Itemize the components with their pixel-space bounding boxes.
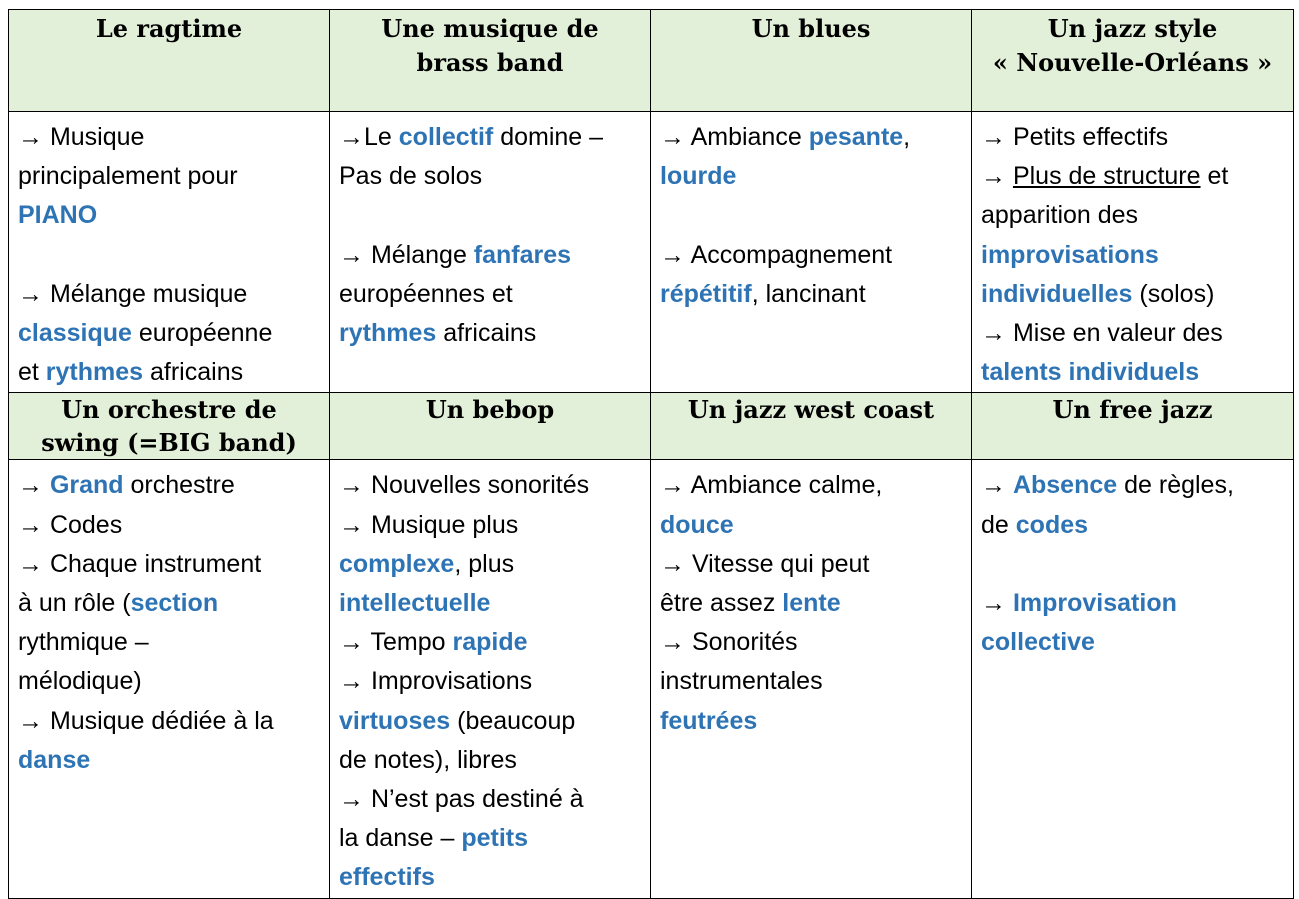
cell-line: → Accompagnement <box>660 240 893 269</box>
cell-line: → Mise en valeur des <box>981 319 1223 348</box>
text: et <box>1200 162 1229 191</box>
cell-ragtime <box>9 112 330 393</box>
cell-line <box>981 157 1287 196</box>
text: → <box>981 471 1013 500</box>
cell-line <box>660 584 965 623</box>
keyword: classique <box>18 319 132 347</box>
keyword: répétitif <box>660 279 752 308</box>
body-row-1 <box>9 112 1294 393</box>
keyword: danse <box>18 745 91 774</box>
header-text: Une musique de <box>381 14 599 43</box>
header-swing <box>9 393 330 460</box>
header-text: Un jazz style <box>1047 14 1218 43</box>
body-row-2 <box>9 460 1294 898</box>
cell-line: instrumentales <box>660 667 823 696</box>
text: →Le <box>339 123 399 151</box>
cell-line: mélodique) <box>18 667 142 696</box>
cell-line: → Musique <box>18 123 145 151</box>
cell-line <box>339 314 644 353</box>
header-row-1 <box>9 10 1294 112</box>
header-text: swing (=BIG band) <box>41 428 297 458</box>
spacer <box>981 545 1287 584</box>
header-free-jazz <box>972 393 1294 460</box>
cell-new-orleans <box>972 112 1294 393</box>
cell-line <box>18 353 323 392</box>
header-text: « Nouvelle-Orléans » <box>992 48 1273 77</box>
header-text: Un orchestre de <box>61 395 277 425</box>
spacer <box>660 196 965 235</box>
header-ragtime <box>9 10 330 112</box>
keyword: rythmes <box>45 358 144 387</box>
text: de règles, <box>1117 471 1234 500</box>
keyword: PIANO <box>18 201 98 230</box>
keyword: Grand <box>49 471 124 500</box>
cell-line: Pas de solos <box>339 162 483 191</box>
text: → Ambiance <box>660 123 809 151</box>
cell-line: rythmique – <box>18 628 149 657</box>
keyword: lente <box>782 589 841 618</box>
text: (beaucoup <box>450 706 576 735</box>
cell-line <box>660 275 965 314</box>
text: → <box>18 471 50 500</box>
cell-line: européennes et <box>339 279 513 308</box>
keyword: improvisations <box>981 240 1159 269</box>
cell-blues <box>651 112 972 393</box>
text: , plus <box>454 549 515 578</box>
cell-line: → Codes <box>18 510 123 539</box>
header-text: Un blues <box>751 14 871 43</box>
keyword: individuelles <box>981 279 1133 308</box>
cell-swing <box>9 460 330 898</box>
header-text: Un bebop <box>425 395 555 425</box>
text: → Tempo <box>339 628 453 657</box>
text: européenne <box>131 319 273 347</box>
text: africains <box>436 319 537 347</box>
cell-line <box>981 275 1287 314</box>
cell-free-jazz <box>972 460 1294 898</box>
cell-line <box>339 702 644 741</box>
keyword: codes <box>1015 510 1089 539</box>
text: la danse – <box>339 824 462 853</box>
keyword: rythmes <box>339 319 437 347</box>
header-west-coast <box>651 393 972 460</box>
spacer <box>18 236 323 275</box>
cell-west-coast <box>651 460 972 898</box>
header-brass-band <box>330 10 651 112</box>
keyword: fanfares <box>473 240 572 269</box>
cell-line <box>339 118 644 157</box>
cell-line: → Musique dédiée à la <box>18 706 274 735</box>
header-text: Un jazz west coast <box>687 395 935 425</box>
cell-line: → Nouvelles sonorités <box>339 471 590 500</box>
text: , lancinant <box>751 279 866 308</box>
cell-line: → Vitesse qui peut <box>660 549 870 578</box>
text: de <box>981 510 1016 539</box>
cell-line <box>981 466 1287 505</box>
cell-line <box>18 466 323 505</box>
cell-line <box>660 118 965 157</box>
cell-line <box>981 506 1287 545</box>
text: être assez <box>660 589 783 618</box>
cell-line: → Mélange musique <box>18 279 248 308</box>
cell-line <box>339 545 644 584</box>
cell-line: → Improvisations <box>339 667 533 696</box>
keyword: collective <box>981 628 1095 657</box>
keyword: intellectuelle <box>339 589 491 618</box>
cell-line <box>339 819 644 858</box>
text: domine – <box>493 123 604 151</box>
header-new-orleans <box>972 10 1294 112</box>
text: à un rôle ( <box>18 589 131 618</box>
keyword: collectif <box>398 123 494 151</box>
text: et <box>18 358 46 387</box>
keyword: lourde <box>660 162 737 191</box>
keyword: complexe <box>339 549 455 578</box>
cell-line: apparition des <box>981 201 1139 230</box>
header-row-2 <box>9 393 1294 460</box>
header-text: brass band <box>416 48 564 77</box>
cell-line: → Petits effectifs <box>981 123 1169 151</box>
cell-line: → Chaque instrument <box>18 549 262 578</box>
cell-line: → Sonorités <box>660 628 798 657</box>
header-text: Le ragtime <box>95 14 243 43</box>
text: , <box>903 123 911 151</box>
keyword: pesante <box>808 123 904 151</box>
keyword: Absence <box>1012 471 1118 500</box>
keyword: talents individuels <box>981 358 1200 387</box>
cell-line <box>339 623 644 662</box>
text: (solos) <box>1132 279 1215 308</box>
keyword: feutrées <box>660 706 758 735</box>
cell-line: → Ambiance calme, <box>660 471 883 500</box>
keyword: petits <box>461 824 529 853</box>
keyword: douce <box>660 510 734 539</box>
keyword: rapide <box>452 628 528 657</box>
header-text: Un free jazz <box>1052 395 1213 425</box>
text: → <box>981 162 1013 191</box>
cell-line: → Musique plus <box>339 510 519 539</box>
cell-line: de notes), libres <box>339 745 517 774</box>
underlined-text: Plus de structure <box>1012 162 1201 191</box>
cell-line: → N’est pas destiné à <box>339 785 584 814</box>
keyword: Improvisation <box>1012 589 1177 618</box>
header-bebop <box>330 393 651 460</box>
header-blues <box>651 10 972 112</box>
cell-line <box>18 314 323 353</box>
cell-line <box>339 236 644 275</box>
cell-bebop <box>330 460 651 898</box>
text: → <box>981 589 1013 618</box>
text: orchestre <box>123 471 235 500</box>
keyword: virtuoses <box>339 706 451 735</box>
text: africains <box>143 358 244 387</box>
spacer <box>339 196 644 235</box>
cell-brass-band <box>330 112 651 393</box>
jazz-styles-table <box>8 9 1294 899</box>
keyword: section <box>130 589 219 618</box>
text: → Mélange <box>339 240 474 269</box>
cell-line <box>981 584 1287 623</box>
keyword: effectifs <box>339 863 435 892</box>
cell-line: principalement pour <box>18 162 238 191</box>
cell-line <box>18 584 323 623</box>
